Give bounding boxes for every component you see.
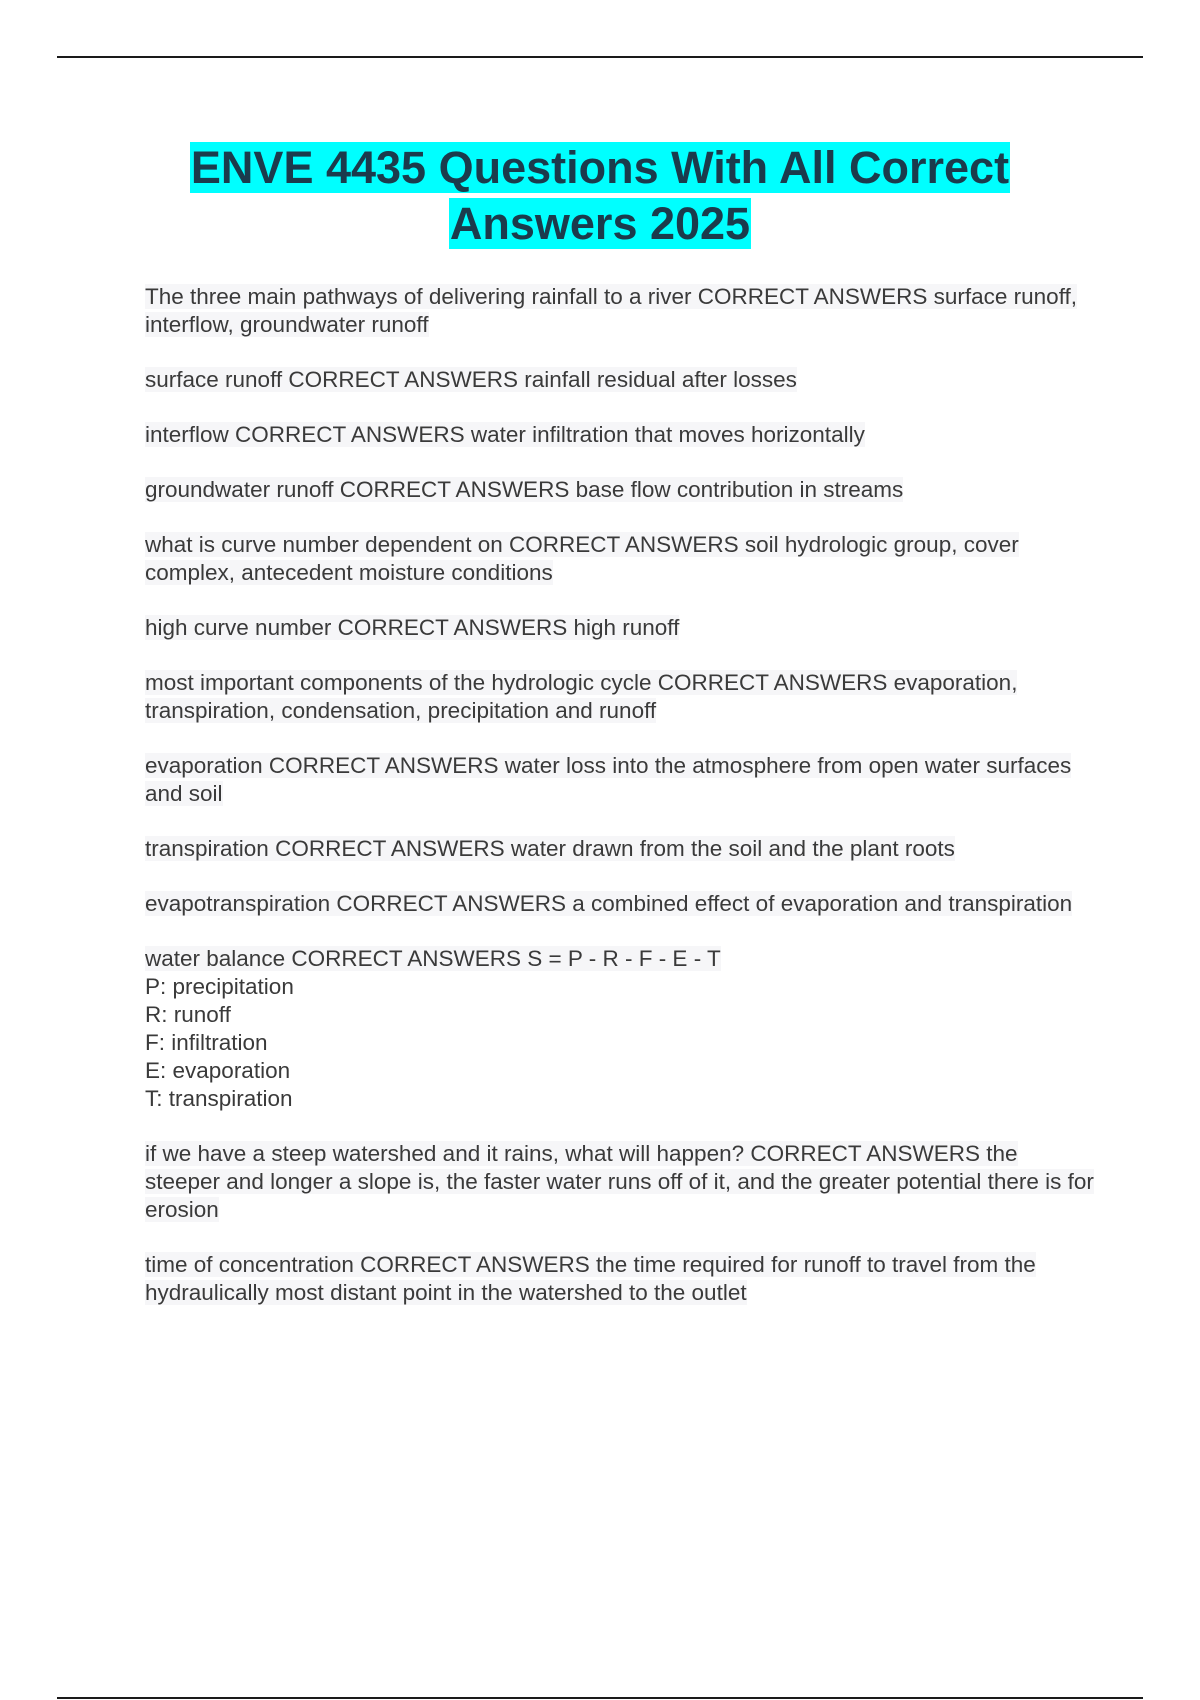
qa-item [145, 890, 1095, 918]
water-balance-term: P: precipitation [145, 974, 294, 999]
water-balance-term: R: runoff [145, 1002, 231, 1027]
water-balance-term: T: transpiration [145, 1086, 293, 1111]
qa-text: time of concentration CORRECT ANSWERS the time required for runoff to travel from the hydraulically most distant point in the watershed to the outlet [145, 1252, 1036, 1305]
qa-item [145, 1251, 1095, 1307]
qa-text: evaporation CORRECT ANSWERS water loss into the atmosphere from open water surfaces and soil [145, 753, 1072, 806]
qa-text: interflow CORRECT ANSWERS water infiltration that moves horizontally [145, 422, 865, 447]
qa-text: if we have a steep watershed and it rains, what will happen? CORRECT ANSWERS the steeper and longer a slope is, the faster water runs off of it, and the greater potential there is for erosion [145, 1141, 1094, 1222]
qa-text: transpiration CORRECT ANSWERS water drawn from the soil and the plant roots [145, 836, 955, 861]
qa-item-water-balance [145, 945, 1095, 1113]
top-rule [57, 56, 1143, 58]
qa-item [145, 669, 1095, 725]
qa-item [145, 421, 1095, 449]
water-balance-term: F: infiltration [145, 1030, 268, 1055]
qa-item [145, 752, 1095, 808]
water-balance-term: E: evaporation [145, 1058, 291, 1083]
qa-item [145, 366, 1095, 394]
qa-text: groundwater runoff CORRECT ANSWERS base flow contribution in streams [145, 477, 904, 502]
qa-list [145, 283, 1095, 1334]
qa-item [145, 614, 1095, 642]
qa-item [145, 476, 1095, 504]
document-title [0, 140, 1200, 252]
qa-text: high curve number CORRECT ANSWERS high runoff [145, 615, 680, 640]
qa-text: most important components of the hydrologic cycle CORRECT ANSWERS evaporation, transpiration, condensation, precipitation and runoff [145, 670, 1018, 723]
qa-item [145, 531, 1095, 587]
qa-item [145, 835, 1095, 863]
qa-item [145, 1140, 1095, 1224]
qa-text: evapotranspiration CORRECT ANSWERS a combined effect of evaporation and transpiration [145, 891, 1073, 916]
qa-text: water balance CORRECT ANSWERS S = P - R - F - E - T [145, 946, 721, 971]
qa-text: what is curve number dependent on CORRECT ANSWERS soil hydrologic group, cover complex, antecedent moisture conditions [145, 532, 1019, 585]
title-line-1: ENVE 4435 Questions With All Correct [190, 142, 1010, 193]
qa-text: surface runoff CORRECT ANSWERS rainfall residual after losses [145, 367, 797, 392]
qa-item [145, 283, 1095, 339]
qa-text: The three main pathways of delivering rainfall to a river CORRECT ANSWERS surface runoff, interflow, groundwater runoff [145, 284, 1078, 337]
bottom-rule [57, 1697, 1143, 1699]
title-line-2: Answers 2025 [449, 198, 751, 249]
